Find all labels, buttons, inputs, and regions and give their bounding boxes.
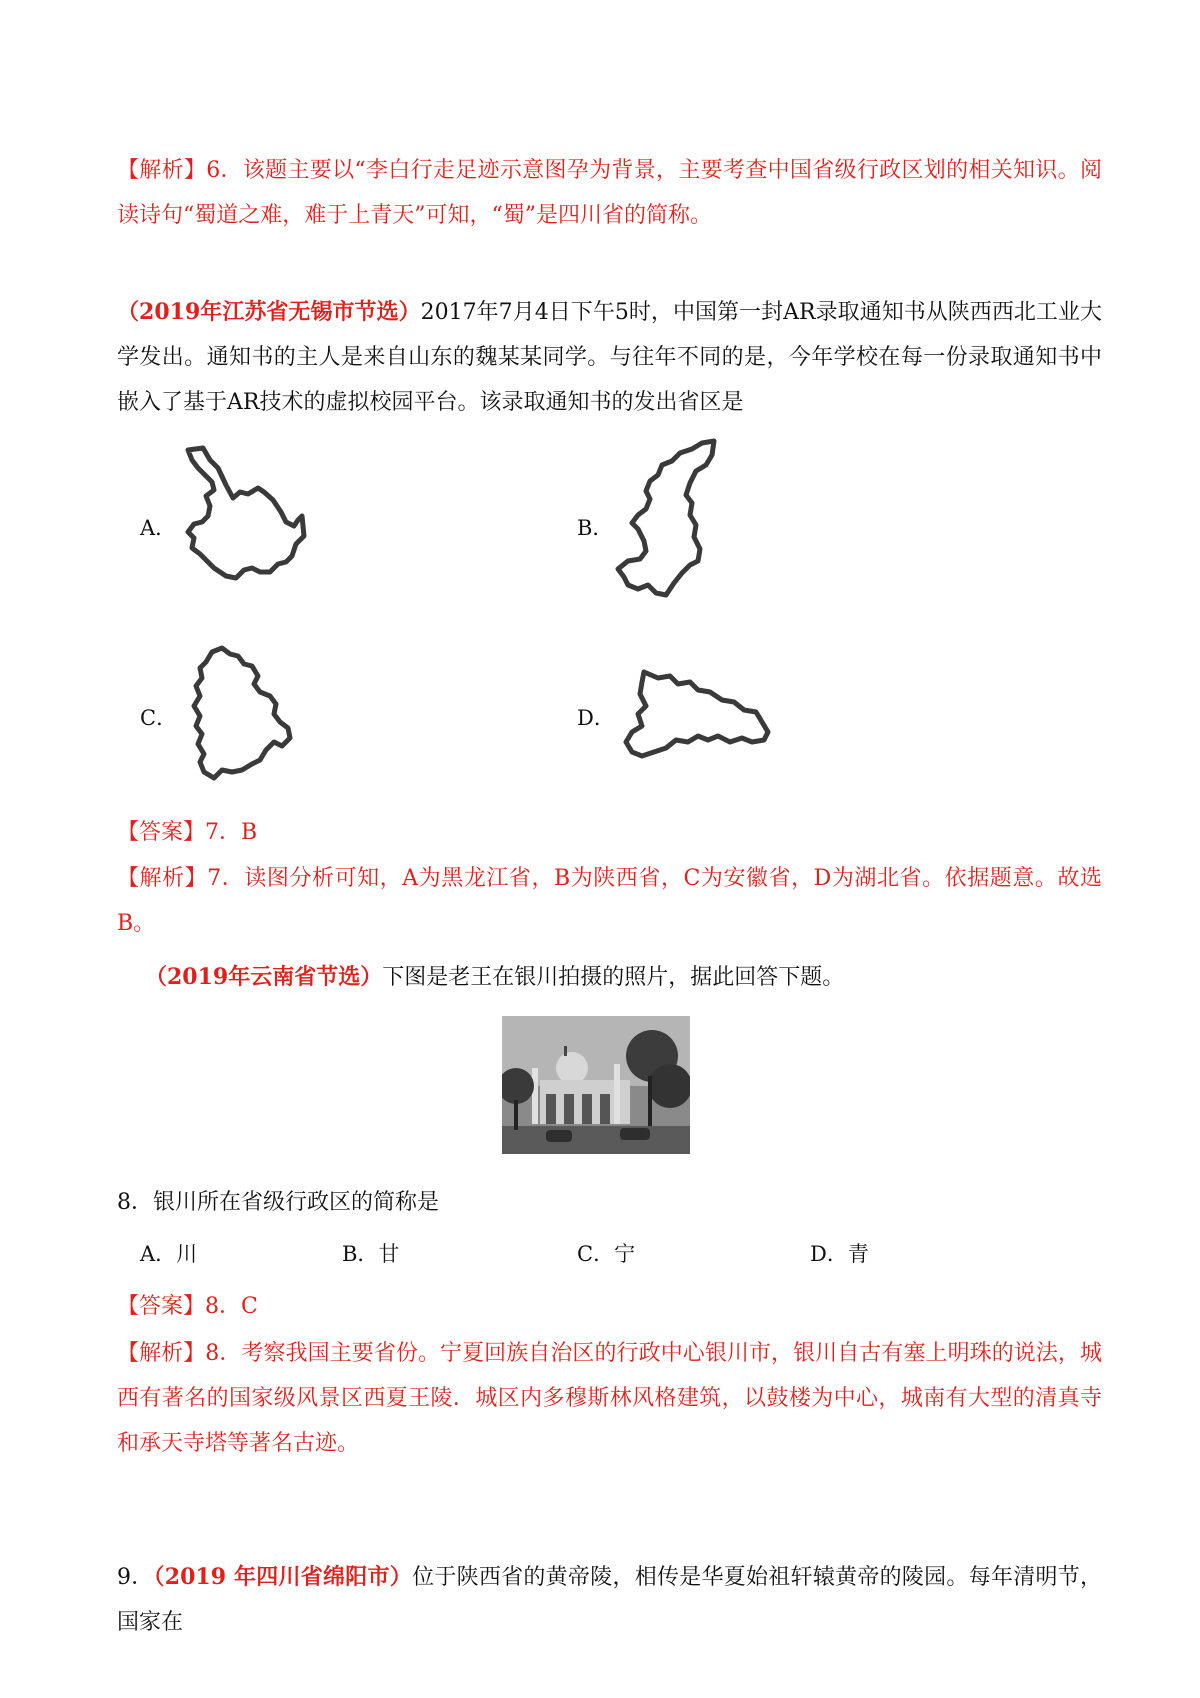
q7-answer bbox=[117, 810, 1102, 855]
q9-number: 9． bbox=[117, 1565, 154, 1590]
q7-option-b-label: B． bbox=[577, 516, 614, 540]
q6-analysis-tag: 【解析】 bbox=[117, 158, 207, 183]
q8-analysis bbox=[117, 1331, 1102, 1466]
shaanxi-outline-icon bbox=[610, 433, 730, 608]
q7-analysis-tag: 【解析】 bbox=[117, 866, 208, 891]
q7-answer-tag: 【答案】 bbox=[117, 820, 206, 845]
q9-source: （2019 年四川省绵阳市） bbox=[153, 1564, 413, 1590]
q7-option-a-label: A． bbox=[140, 516, 177, 540]
q8-stem: 8．银川所在省级行政区的简称是 bbox=[117, 1190, 439, 1215]
q7-option-d-label: D． bbox=[577, 706, 615, 730]
q7-answer-text: 7．B bbox=[205, 820, 258, 845]
q8-analysis-tag: 【解析】 bbox=[117, 1341, 206, 1366]
q8-choice-c: C．宁 bbox=[577, 1242, 636, 1266]
q7-option-c-label: C． bbox=[140, 706, 178, 730]
yinchuan-photo bbox=[502, 1016, 690, 1154]
q7-analysis-text: 7．读图分析可知，A为黑龙江省，B为陕西省，C为安徽省，D为湖北省。依据题意。故选B。 bbox=[117, 866, 1102, 936]
q8-source: （2019年云南省节选） bbox=[145, 964, 383, 990]
q7-analysis bbox=[117, 856, 1102, 946]
q6-analysis-text: 6．该题主要以“李白行走足迹示意图孕为背景，主要考查中国省级行政区划的相关知识。阅读诗句“蜀道之难，难于上青天”可知，“蜀”是四川省的简称。 bbox=[117, 158, 1102, 228]
q7-stem bbox=[117, 290, 1102, 425]
q8-choice-b: B．甘 bbox=[342, 1242, 400, 1266]
q8-answer bbox=[117, 1284, 1102, 1329]
q8-choice-a: A．川 bbox=[140, 1242, 198, 1266]
hubei-outline-icon bbox=[618, 662, 778, 767]
q8-intro-text: 下图是老王在银川拍摄的照片，据此回答下题。 bbox=[382, 965, 845, 990]
q8-answer-text: 8．C bbox=[205, 1294, 258, 1319]
q7-source: （2019年江苏省无锡市节选） bbox=[117, 299, 421, 325]
q6-analysis bbox=[117, 148, 1102, 238]
q8-answer-tag: 【答案】 bbox=[117, 1294, 206, 1319]
q9-stem bbox=[117, 1555, 1102, 1645]
q8-analysis-text: 8．考察我国主要省份。宁夏回族自治区的行政中心银川市，银川自古有塞上明珠的说法，城西有著名的国家级风景区西夏王陵．城区内多穆斯林风格建筑，以鼓楼为中心，城南有大型的清真寺和承天寺塔等著名古迹。 bbox=[117, 1341, 1102, 1456]
q8-intro bbox=[145, 955, 1045, 1000]
anhui-outline-icon bbox=[180, 642, 300, 787]
q7-stem-text: 2017年7月4日下午5时，中国第一封AR录取通知书从陕西西北工业大学发出。通知书的主人是来自山东的魏某某同学。与往年不同的是，今年学校在每一份录取通知书中嵌入了基于AR技术的虚拟校园平台。该录取通知书的发出省区是 bbox=[117, 300, 1102, 415]
q8-choice-d: D．青 bbox=[810, 1242, 869, 1266]
heilongjiang-outline-icon bbox=[178, 440, 328, 590]
q9-stem-text: 位于陕西省的黄帝陵，相传是华夏始祖轩辕黄帝的陵园。每年清明节，国家在 bbox=[117, 1565, 1103, 1635]
